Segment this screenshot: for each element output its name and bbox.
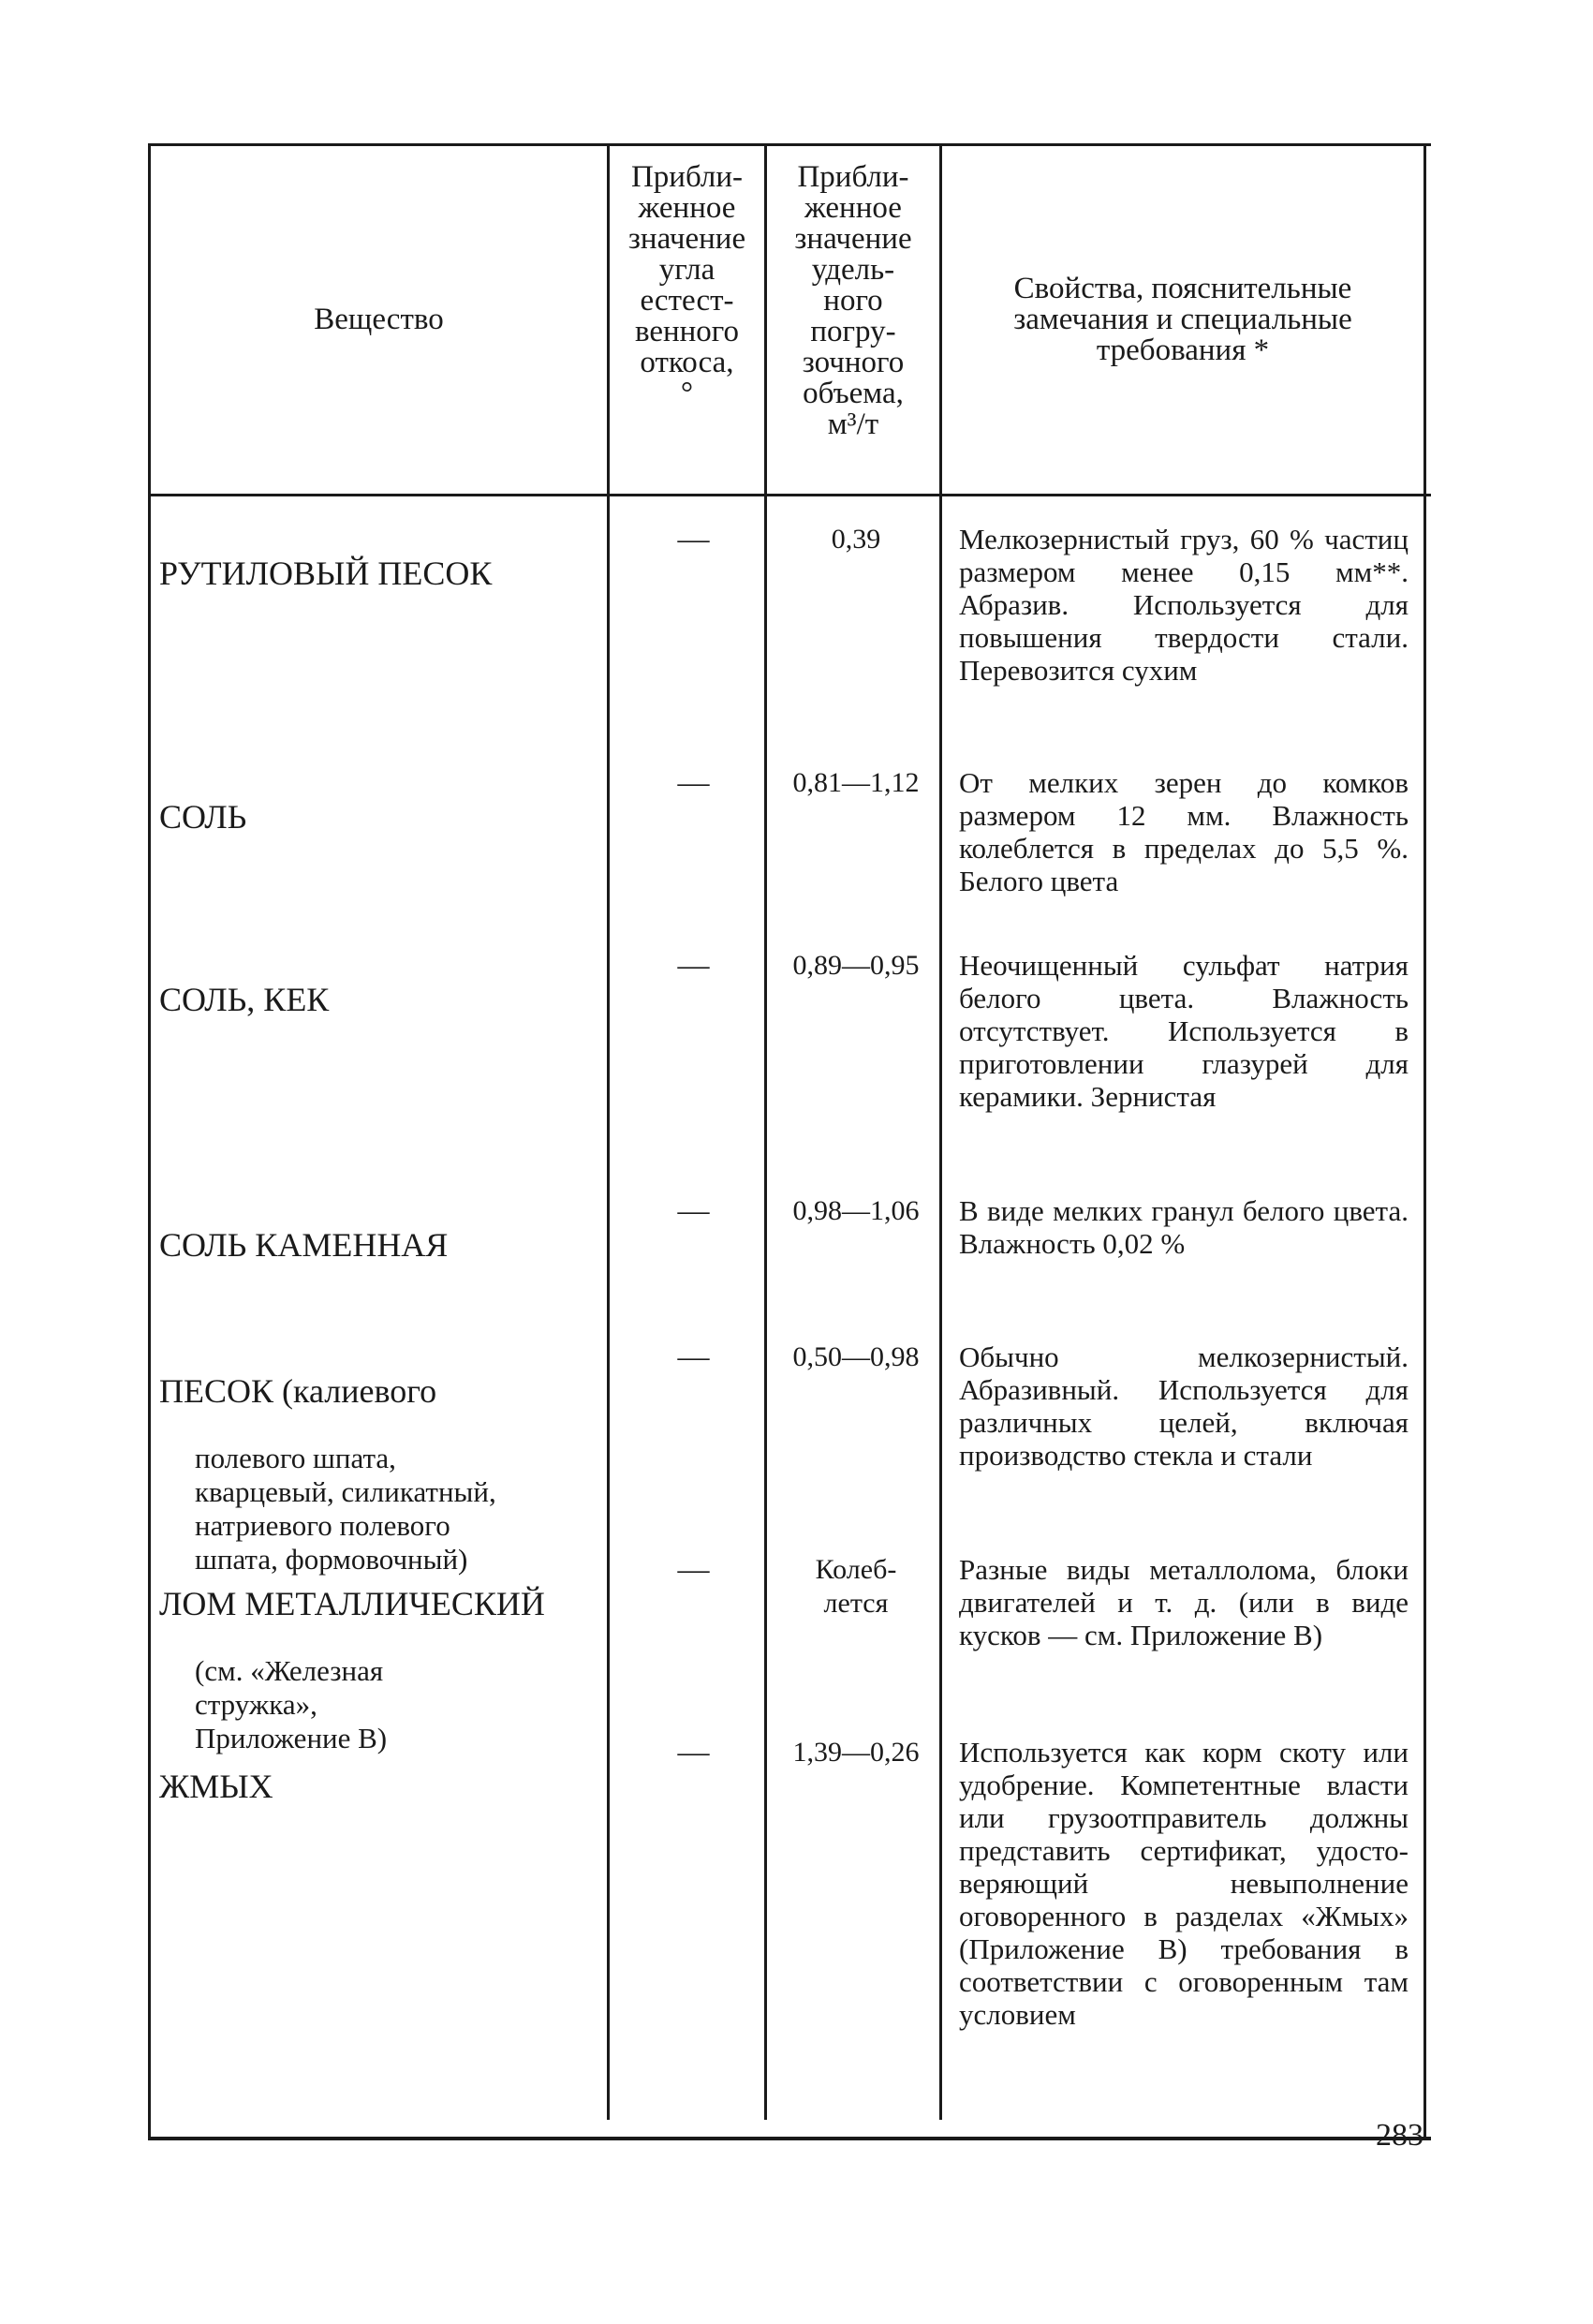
table-bottom-rule (148, 2137, 1431, 2140)
substance-cell (159, 1736, 609, 1837)
volume-cell: 0,50—0,98 (792, 1341, 920, 1372)
substance-name: СОЛЬ КАМЕННАЯ (159, 1226, 449, 1264)
substance-cell (159, 523, 609, 624)
header-substance-text: Вещество (314, 303, 444, 336)
substance-name: СОЛЬ (159, 798, 247, 836)
substance-name: ЛОМ МЕТАЛЛИЧЕСКИЙ (159, 1585, 545, 1622)
volume-cell: 0,39 (831, 524, 881, 555)
substance-name: РУТИЛОВЫЙ ПЕСОК (159, 555, 493, 592)
header-properties-text: Свойства, пояснительные замечания и специальные требования * (1013, 272, 1352, 367)
header-volume (767, 162, 939, 481)
substance-name: ЖМЫХ (159, 1768, 273, 1805)
substance-cell (159, 1194, 609, 1295)
volume-cell: 0,98—1,06 (792, 1195, 920, 1226)
properties-cell: Неочищенный сульфат натрия белого цвета. Влажность отсутствует. Используется в приготовлении глазурей для керамики. Зернистая (959, 949, 1409, 1113)
properties-cell: Используется как корм скоту или удобрение. Компетентные власти или грузоотправитель должны представить сертификат, удостоверяющий невыполнение оговоренного в разделах «Жмых» (Приложение В) требования в соответствии с оговоренным там условием (959, 1736, 1409, 2031)
angle-cell: — (677, 1735, 710, 1769)
volume-cell: Колеб- лется (815, 1554, 897, 1619)
header-substance (151, 146, 607, 494)
substance-cell (159, 949, 609, 1050)
header-angle-text: Прибли- женное значение угла естест- венного откоса, ° (627, 160, 746, 410)
properties-cell: Мелкозернистый груз, 60 % частиц размером менее 0,15 мм**. Абразив. Используется для повышения твердости стали. Перевозится сухим (959, 523, 1409, 687)
properties-cell: От мелких зерен до комков размером 12 мм. Влажность колеблется в пределах до 5,5 %. Белого цвета (959, 766, 1409, 897)
properties-cell: В виде мелких гранул белого цвета. Влажность 0,02 % (959, 1194, 1409, 1260)
volume-cell: 0,89—0,95 (792, 950, 920, 981)
volume-cell: 0,81—1,12 (792, 767, 920, 798)
header-bottom-rule (148, 494, 1431, 496)
substance-name: СОЛЬ, КЕК (159, 981, 330, 1018)
properties-cell: Обычно мелкозернистый. Абразивный. Используется для различных целей, включая производство стекла и стали (959, 1340, 1409, 1472)
volume-cell: 1,39—0,26 (792, 1737, 920, 1768)
angle-cell: — (677, 948, 710, 983)
substance-cell (159, 766, 609, 867)
substance-name: ПЕСОК (калиевого (159, 1372, 437, 1410)
page-number: 283 (1376, 2118, 1423, 2153)
angle-cell: — (677, 765, 710, 800)
header-volume-text: Прибли- женное значение удель- ного погру- зочного объема, м³/т (794, 160, 912, 441)
angle-cell: — (677, 1552, 710, 1587)
angle-cell: — (677, 1193, 710, 1228)
angle-cell: — (677, 1340, 710, 1374)
cargo-table (148, 143, 1431, 2140)
properties-cell: Разные виды металлолома, блоки двигателей и т. д. (или в виде кусков — см. Приложение В) (959, 1553, 1409, 1651)
substance-note: полевого шпата, кварцевый, силикатный, натриевого полевого шпата, формовочный) (195, 1442, 496, 1576)
angle-cell: — (677, 522, 710, 556)
substance-note: (см. «Железная стружка», Приложение В) (195, 1654, 388, 1754)
table-right-rule (1423, 143, 1426, 2140)
header-properties (942, 146, 1423, 494)
header-angle (610, 162, 764, 471)
